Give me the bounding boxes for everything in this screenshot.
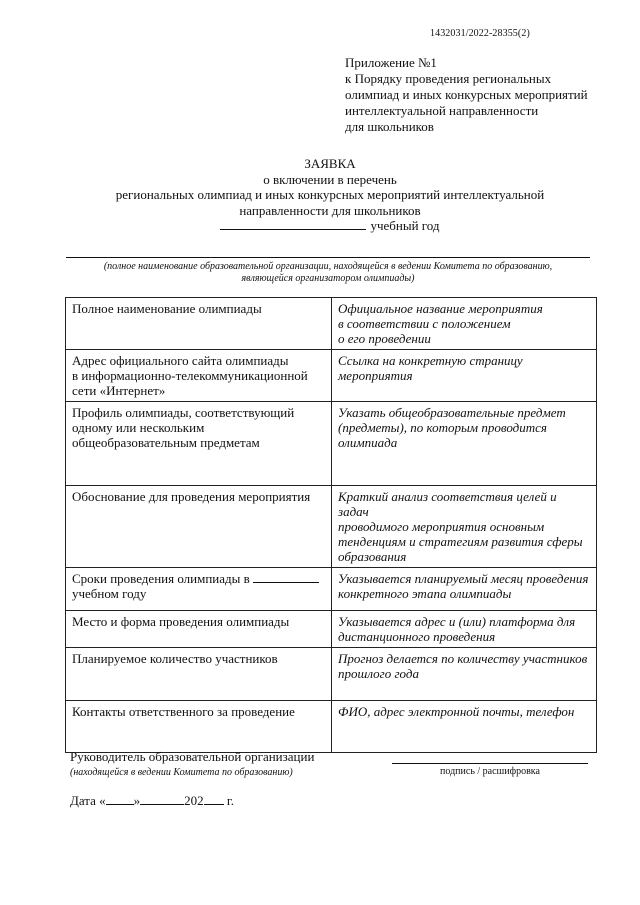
row-label: Обоснование для проведения мероприятия: [66, 486, 332, 568]
appendix-note: [345, 55, 588, 135]
row-label: [66, 350, 332, 402]
row-label-line: Адрес официального сайта олимпиады: [72, 353, 289, 368]
row-label: Полное наименование олимпиады: [66, 298, 332, 350]
row-value: ФИО, адрес электронной почты, телефон: [332, 701, 597, 753]
academic-year-line: [0, 218, 640, 234]
day-blank[interactable]: [106, 794, 134, 805]
date-prefix: Дата «: [70, 793, 106, 808]
row-value-line: Указывается планируемый месяц проведения: [338, 571, 589, 586]
date-mid: »: [133, 793, 141, 808]
date-year: 202: [184, 793, 204, 808]
appendix-line: для школьников: [345, 119, 434, 134]
academic-year-label: учебный год: [370, 218, 440, 233]
row-value-line: образования: [338, 549, 407, 564]
document-number: 1432031/2022-28355(2): [430, 28, 530, 39]
row-label-line: Сроки проведения олимпиады в: [72, 571, 325, 586]
head-title: Руководитель образовательной организации: [70, 749, 315, 764]
row-label: [66, 568, 332, 611]
row-label: Контакты ответственного за проведение: [66, 701, 332, 753]
row-value-line: Указывается адрес и (или) платформа для: [338, 614, 576, 629]
row-label: Планируемое количество участников: [66, 648, 332, 701]
application-title: [0, 156, 640, 234]
row-value-line: олимпиада: [338, 435, 398, 450]
row-value-line: тенденциям и стратегиям развития сферы: [338, 534, 583, 549]
title-line: о включении в перечень: [263, 171, 397, 187]
row-value-line: Ссылка на конкретную страницу: [338, 353, 523, 368]
row-label: Место и форма проведения олимпиады: [66, 611, 332, 648]
academic-year-blank[interactable]: [253, 572, 319, 583]
row-value-line: о его проведении: [338, 331, 431, 346]
head-subtitle: (находящейся в ведении Комитета по образованию): [70, 767, 293, 778]
row-value-line: Краткий анализ соответствия целей и задач: [338, 489, 557, 519]
organization-name-blank[interactable]: [66, 257, 590, 258]
row-value: [332, 568, 597, 611]
row-value: [332, 486, 597, 568]
row-label-line: сети «Интернет»: [72, 383, 166, 398]
title-main: ЗАЯВКА: [304, 156, 356, 171]
signature-caption: подпись / расшифровка: [440, 766, 540, 777]
signature-blank[interactable]: [392, 763, 588, 764]
table-row: [66, 486, 597, 568]
academic-year-blank[interactable]: [220, 218, 366, 230]
organization-caption: [66, 261, 590, 285]
year-blank[interactable]: [204, 794, 224, 805]
table-row: [66, 402, 597, 486]
row-value-line: (предметы), по которым проводится: [338, 420, 547, 435]
row-value: [332, 298, 597, 350]
date-field: [70, 793, 234, 809]
row-value: [332, 402, 597, 486]
table-row: [66, 568, 597, 611]
table-row: [66, 298, 597, 350]
organization-caption-line: (полное наименование образовательной организации, находящейся в ведении Комитета по образованию,: [103, 261, 553, 272]
row-label-line: в информационно-телекоммуникационной: [72, 368, 308, 383]
row-label-line: одному или нескольким: [72, 420, 205, 435]
olympiad-info-table: [65, 297, 597, 753]
appendix-line: к Порядку проведения региональных: [345, 71, 552, 86]
head-signature-block: [70, 749, 314, 781]
row-value-line: проводимого мероприятия основным: [338, 519, 545, 534]
row-label-line: Профиль олимпиады, соответствующий: [72, 405, 295, 420]
table-row: [66, 611, 597, 648]
row-label-line: учебном году: [72, 586, 147, 601]
row-value-line: в соответствии с положением: [338, 316, 511, 331]
table-row: [66, 648, 597, 701]
row-value-line: дистанционного проведения: [338, 629, 496, 644]
title-line: региональных олимпиад и иных конкурсных мероприятий интеллектуальной: [115, 187, 545, 202]
appendix-line: олимпиад и иных конкурсных мероприятий: [345, 87, 588, 102]
title-line: направленности для школьников: [239, 202, 421, 218]
row-value-line: Указать общеобразовательные предмет: [338, 405, 566, 420]
row-label: [66, 402, 332, 486]
row-value: [332, 648, 597, 701]
appendix-line: Приложение №1: [345, 55, 437, 70]
row-value-line: конкретного этапа олимпиады: [338, 586, 512, 601]
organization-caption-line: являющейся организатором олимпиады): [241, 273, 415, 284]
appendix-line: интеллектуальной направленности: [345, 103, 539, 118]
row-value-line: прошлого года: [338, 666, 419, 681]
month-blank[interactable]: [140, 794, 184, 805]
row-label-line: общеобразовательным предметам: [72, 435, 260, 450]
table-row: [66, 350, 597, 402]
date-suffix: г.: [226, 793, 235, 808]
row-value-line: Прогноз делается по количеству участников: [338, 651, 588, 666]
row-value: [332, 350, 597, 402]
row-value: [332, 611, 597, 648]
row-value-line: Официальное название мероприятия: [338, 301, 543, 316]
table-row: [66, 701, 597, 753]
row-value-line: мероприятия: [338, 368, 413, 383]
